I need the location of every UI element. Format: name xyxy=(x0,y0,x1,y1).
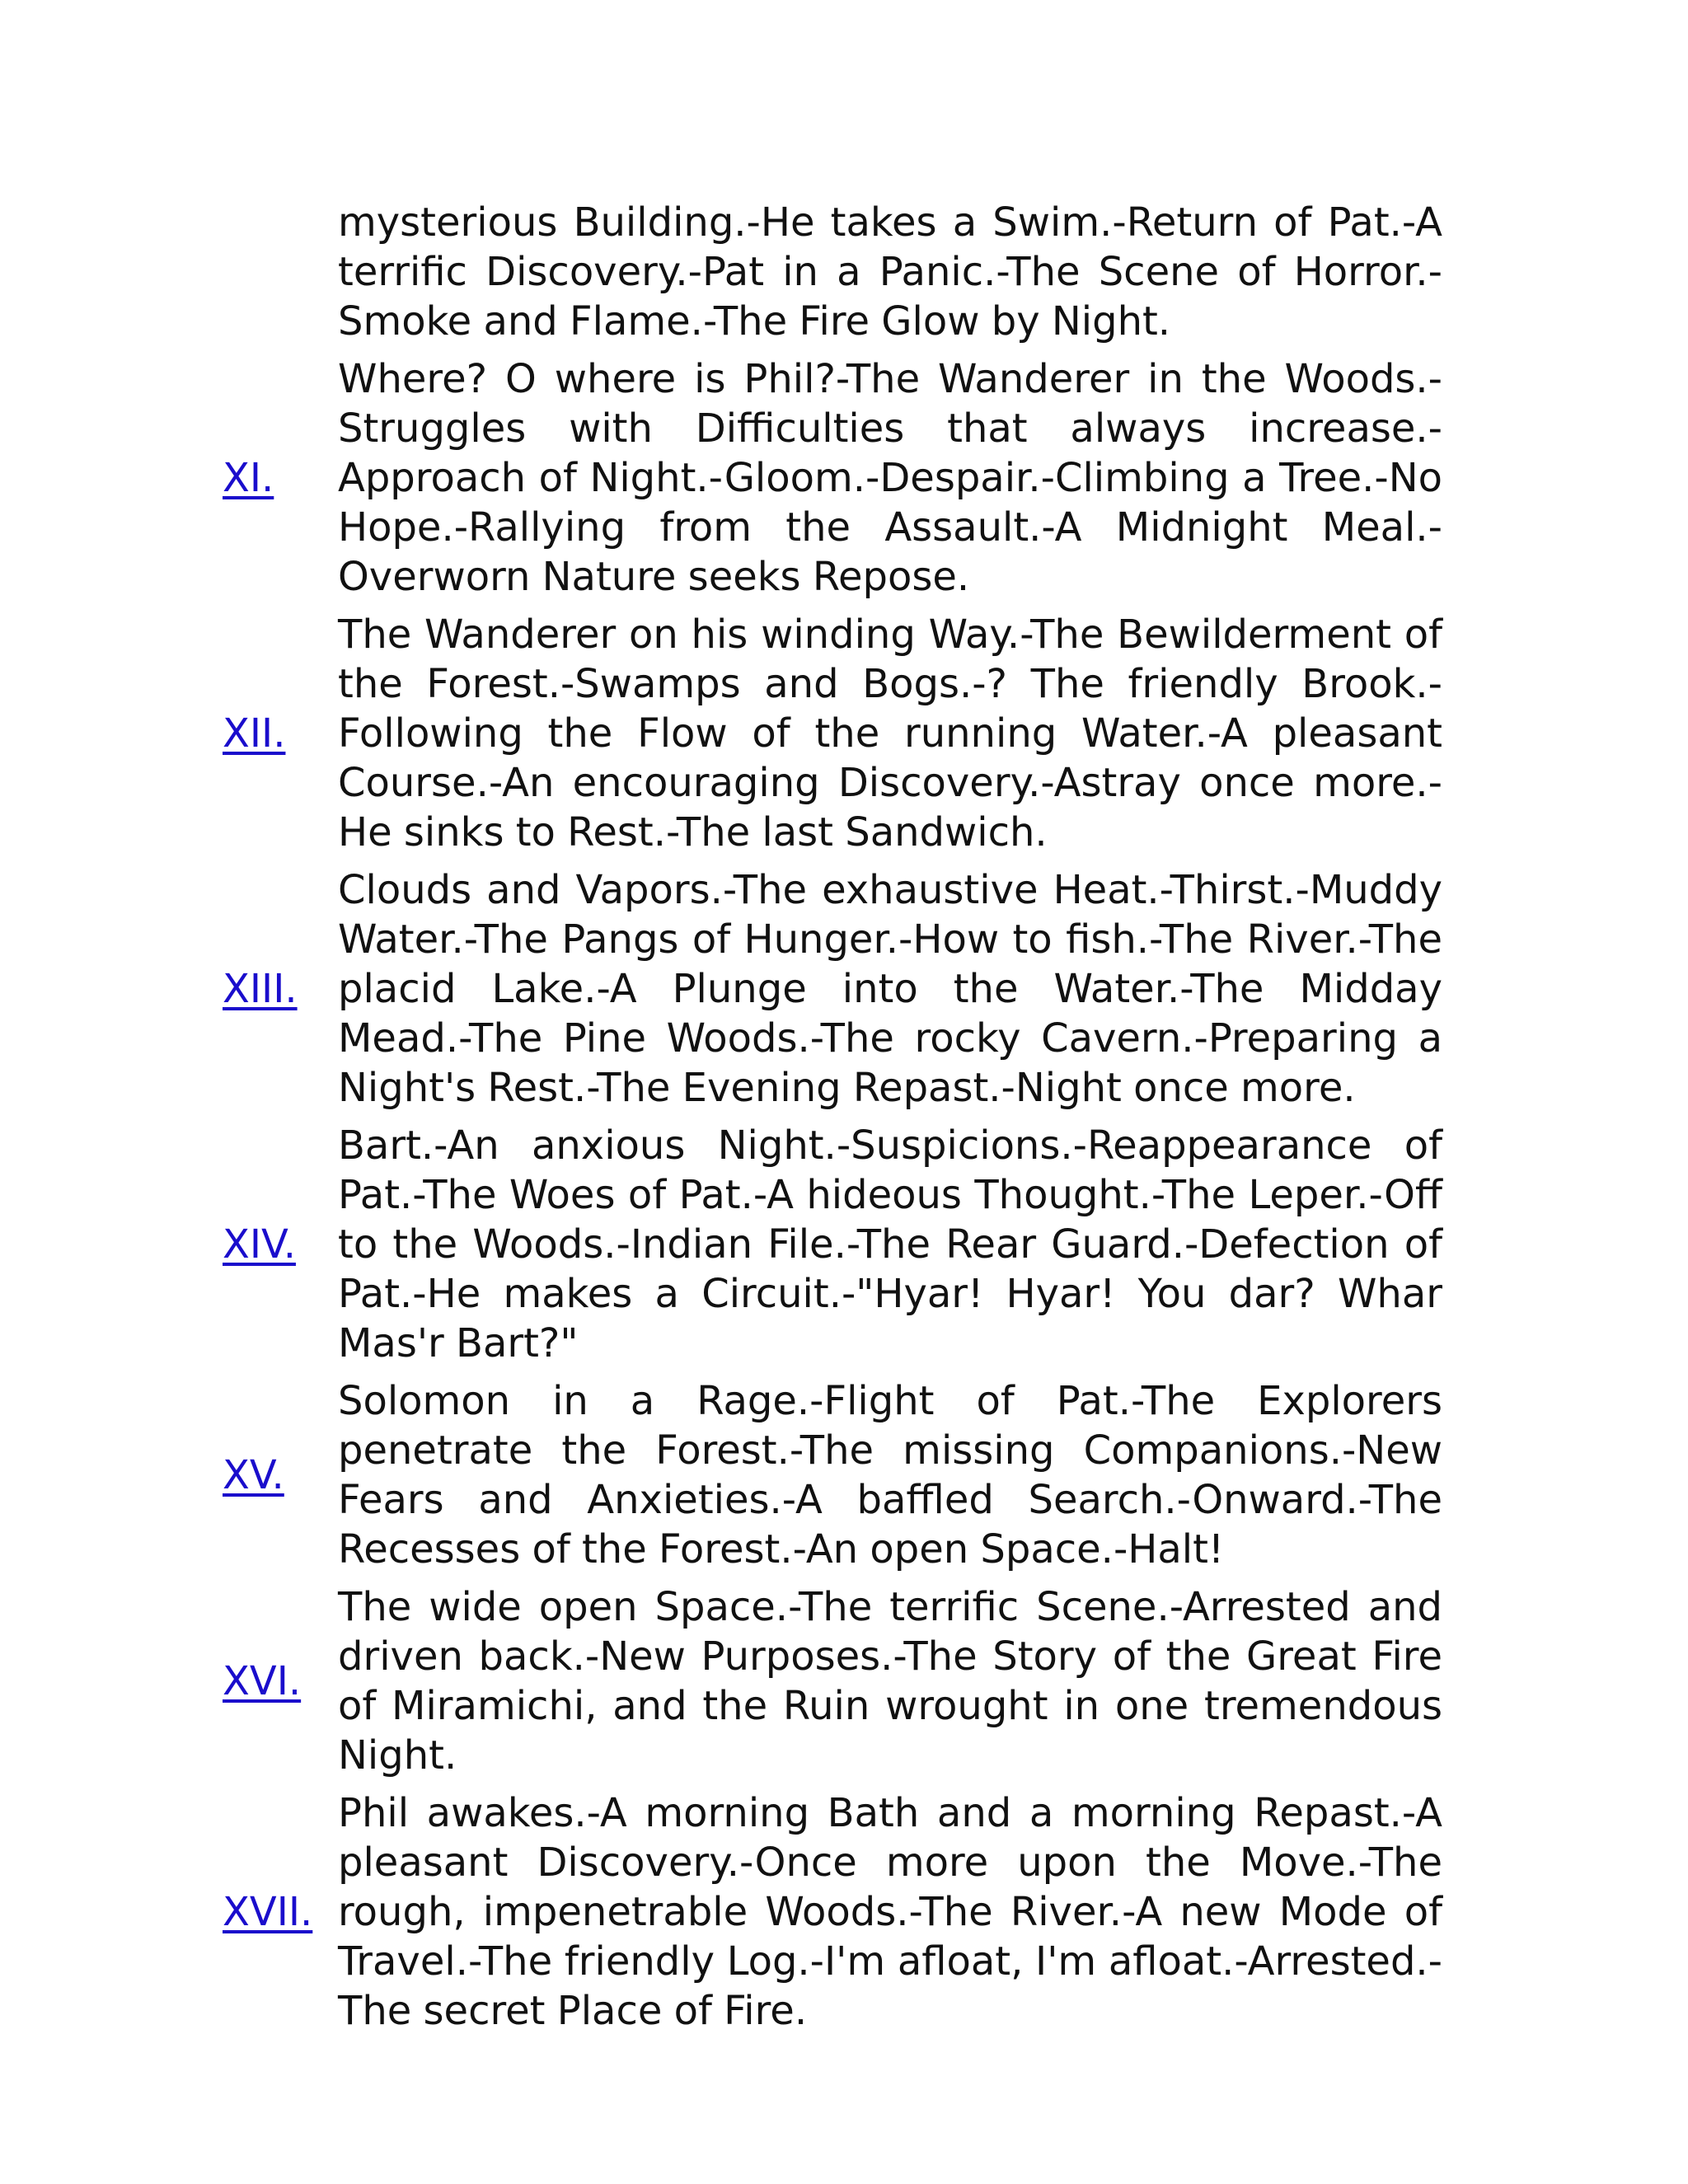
chapter-summary: The wide open Space.-The terrific Scene.-Arrested and driven back.-New Purposes.-The Story of the Great Fire of Miramichi, and the Ruin wrought in one tremendous Night. xyxy=(338,1584,1442,1779)
chapter-summary: The Wanderer on his winding Way.-The Bewilderment of the Forest.-Swamps and Bogs.-? The friendly Brook.-Following the Flow of the running Water.-A pleasant Course.-An encouraging Discovery.-Astray once more.-He sinks to Rest.-The last Sandwich. xyxy=(338,612,1442,855)
table-of-contents xyxy=(223,198,1442,2044)
toc-entry-xiii xyxy=(223,865,1442,1113)
chapter-summary: Clouds and Vapors.-The exhaustive Heat.-Thirst.-Muddy Water.-The Pangs of Hunger.-How to fish.-The River.-The placid Lake.-A Plunge into the Water.-The Midday Mead.-The Pine Woods.-The rocky Cavern.-Preparing a Night's Rest.-The Evening Repast.-Night once more. xyxy=(338,867,1442,1111)
chapter-summary: Phil awakes.-A morning Bath and a morning Repast.-A pleasant Discovery.-Once more upon the Move.-The rough, impenetrable Woods.-The River.-A new Mode of Travel.-The friendly Log.-I'm afloat, I'm afloat.-Arrested.-The secret Place of Fire. xyxy=(338,1790,1442,2034)
chapter-link-xiv[interactable]: XIV. xyxy=(223,1221,296,1268)
toc-entry-continued xyxy=(223,198,1442,346)
chapter-summary: Solomon in a Rage.-Flight of Pat.-The Explorers penetrate the Forest.-The missing Companions.-New Fears and Anxieties.-A baffled Search.-Onward.-The Recesses of the Forest.-An open Space.-Halt! xyxy=(338,1378,1442,1572)
toc-entry-xv xyxy=(223,1376,1442,1574)
chapter-number-cell xyxy=(223,453,338,503)
toc-entry-xi xyxy=(223,354,1442,602)
chapter-number-cell xyxy=(223,709,338,758)
chapter-link-xi[interactable]: XI. xyxy=(223,455,274,501)
chapter-number-cell xyxy=(223,1220,338,1269)
chapter-summary: mysterious Building.-He takes a Swim.-Return of Pat.-A terrific Discovery.-Pat in a Panic.-The Scene of Horror.-Smoke and Flame.-The Fire Glow by Night. xyxy=(338,199,1442,344)
toc-entry-xii xyxy=(223,610,1442,857)
chapter-link-xv[interactable]: XV. xyxy=(223,1452,284,1498)
chapter-link-xvi[interactable]: XVI. xyxy=(223,1658,302,1704)
chapter-summary: Bart.-An anxious Night.-Suspicions.-Reappearance of Pat.-The Woes of Pat.-A hideous Thought.-The Leper.-Off to the Woods.-Indian File.-The Rear Guard.-Defection of Pat.-He makes a Circuit.-"Hyar! Hyar! You dar? Whar Mas'r Bart?" xyxy=(338,1122,1442,1366)
chapter-number-cell xyxy=(223,1887,338,1937)
toc-entry-xiv xyxy=(223,1121,1442,1368)
toc-entry-xvii xyxy=(223,1788,1442,2036)
chapter-link-xii[interactable]: XII. xyxy=(223,710,286,757)
chapter-link-xiii[interactable]: XIII. xyxy=(223,966,298,1012)
chapter-link-xvii[interactable]: XVII. xyxy=(223,1889,313,1935)
chapter-summary: Where? O where is Phil?-The Wanderer in the Woods.-Struggles with Difficulties that always increase.-Approach of Night.-Gloom.-Despair.-Climbing a Tree.-No Hope.-Rallying from the Assault.-A Midnight Meal.-Overworn Nature seeks Repose. xyxy=(338,356,1442,600)
chapter-number-cell xyxy=(223,964,338,1014)
chapter-number-cell xyxy=(223,1657,338,1706)
chapter-number-cell xyxy=(223,1451,338,1500)
toc-entry-xvi xyxy=(223,1582,1442,1780)
